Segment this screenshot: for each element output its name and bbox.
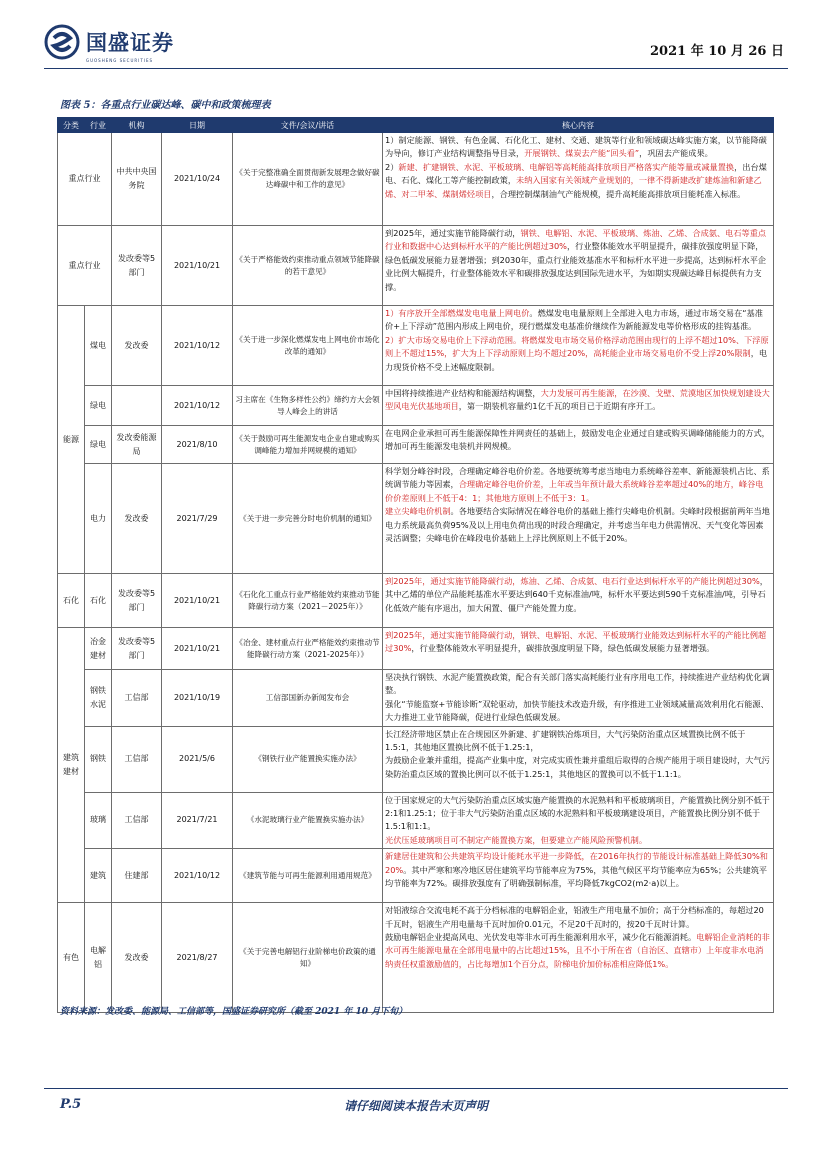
document-cell: 工信部国新办新闻发布会 xyxy=(233,670,383,727)
date-cell: 2021/7/21 xyxy=(162,792,233,849)
content-cell xyxy=(383,426,774,464)
document-cell: 《关于完整准确全面贯彻新发展理念做好碳达峰碳中和工作的意见》 xyxy=(233,133,383,226)
highlight-text: 开展钢铁、煤炭去产能“回头看” xyxy=(524,148,640,159)
content-text: ，行业整体能效水平明显提升，碳排放强度明显下降，绿色低碳发展能力显著增强。 xyxy=(411,643,715,654)
content-text: 。燃煤发电电量原则上全部进入电力市场，通过市场交易在“基准价+上下浮动”范围内形成上网电价，现行燃煤发电基准价继续作为新能源发电等价格形成的挂钩基准。 xyxy=(385,308,763,332)
content-cell xyxy=(383,574,774,628)
org-cell: 工信部 xyxy=(112,670,162,727)
table-row xyxy=(58,849,774,903)
content-text: ，合理控制煤制油气产能规模，提升高耗能高排放项目能耗准入标准。 xyxy=(491,188,746,199)
content-cell xyxy=(383,306,774,386)
industry-cell: 石化 xyxy=(85,574,112,628)
category-cell: 有色 xyxy=(58,903,85,1013)
column-header: 核心内容 xyxy=(383,118,774,133)
content-text: 位于国家规定的大气污染防治重点区域实施产能置换的水泥熟料和平板玻璃项目，产能置换比例分别不低于2:1和1.25:1；位于非大气污染防治重点区域的水泥熟料和平板玻璃建设项目，产能置换比例分别不低于1.5:1和1:1。 xyxy=(385,794,770,832)
industry-cell: 冶金建材 xyxy=(85,628,112,670)
date-cell: 2021/10/21 xyxy=(162,628,233,670)
source-note: 资料来源：发改委、能源局、工信部等，国盛证券研究所（截至 2021 年 10 月下旬） xyxy=(60,1007,408,1017)
date-cell: 2021/10/12 xyxy=(162,849,233,903)
highlight-text: 钢铁、电解铝、水泥、平板玻璃、炼油、乙烯、合成氨、电石等重点行业和数据中心达到标杆水平的产能比例超过30% xyxy=(385,228,767,252)
table-row xyxy=(58,792,774,849)
content-text: 2） xyxy=(385,161,399,172)
content-text: 到2025年，通过实施节能降碳行动， xyxy=(385,228,521,238)
policy-table-wrapper xyxy=(57,117,773,1013)
logo-icon xyxy=(44,24,80,60)
content-cell xyxy=(383,849,774,903)
document-cell: 《水泥玻璃行业产能置换实施办法》 xyxy=(233,792,383,849)
content-cell xyxy=(383,464,774,574)
industry-cell: 电力 xyxy=(85,464,112,574)
industry-cell: 绿电 xyxy=(85,386,112,426)
content-text: 坚决执行钢铁、水泥产能置换政策，配合有关部门落实高耗能行业有序用电工作，持续推进产业结构优化调整。 xyxy=(385,672,770,696)
org-cell: 发改委等5部门 xyxy=(112,226,162,306)
date-cell: 2021/10/21 xyxy=(162,226,233,306)
highlight-text: 2）扩大市场交易电价上下浮动范围。 xyxy=(385,334,522,345)
content-text: 在电网企业承担可再生能源保障性并网责任的基础上，鼓励发电企业通过自建或购买调峰储能能力的方式，增加可再生能源发电装机并网规模。 xyxy=(385,428,770,452)
highlight-text: 新建居住建筑和公共建筑平均设计能耗水平进一步降低，在2016年执行的节能设计标准基础上降低30%和20% xyxy=(385,851,768,875)
category-cell: 石化 xyxy=(58,574,85,628)
org-cell: 住建部 xyxy=(112,849,162,903)
content-cell xyxy=(383,726,774,792)
category-cell: 建筑建材 xyxy=(58,628,85,903)
content-text: ，其中乙烯的单位产品能耗基准水平要达到640千克标准油/吨，标杆水平要达到590千克标准油/吨，引导石化低效产能有序退出，加大闲置、僵尸产能处置力度。 xyxy=(385,576,768,613)
content-text: 中国将持续推进产业结构和能源结构调整， xyxy=(385,388,541,398)
content-text: 强化“节能监察+节能诊断”双轮驱动，加快节能技术改造升级，有序推进工业领域减量高效利用化石能源、大力推进工业节能降碳，促进行业绿色低碳发展。 xyxy=(385,698,769,723)
content-text: ，电力现货价格不受上述幅度限制。 xyxy=(385,348,768,372)
content-text: ，行业整体能效水平明显提升，碳排放强度明显下降，绿色低碳发展能力显著增强；到2030年，重点行业能效基准水平和标杆水平进一步提高，达到标杆水平企业比例大幅提升，行业整体能效水平和碳排放强度达到国际先进水平，为如期实现碳达峰目标提供有力支撑。 xyxy=(385,241,767,292)
industry-cell: 建筑 xyxy=(85,849,112,903)
content-text: 。各地要结合实际情况在峰谷电价的基础上推行尖峰电价机制。尖峰时段根据前两年当地电力系统最高负荷95%及以上用电负荷出现的时段合理确定，并考虑当年电力供需情况、天气变化等因素灵活调整；尖峰电价在峰段电价基础上上浮比例原则上不低于20%。 xyxy=(385,506,770,544)
org-cell: 发改委 xyxy=(112,306,162,386)
content-text: ，第一期装机容量约1亿千瓦的项目已于近期有序开工。 xyxy=(458,401,661,412)
table-row xyxy=(58,306,774,386)
industry-cell: 电解铝 xyxy=(85,903,112,1013)
highlight-text: 将燃煤发电市场交易价格浮动范围由现行的上浮不超过10%、下浮原则上不超过15%，扩大为上下浮动原则上均不超过20%，高耗能企业市场交易电价不受上浮20%限制 xyxy=(385,334,769,359)
figure-title: 图表 5：各重点行业碳达峰、碳中和政策梳理表 xyxy=(60,100,271,111)
date-cell: 2021/10/19 xyxy=(162,670,233,727)
highlight-text: 有序放开全部燃煤发电电量上网电价 xyxy=(398,308,530,318)
content-cell xyxy=(383,628,774,670)
date-cell: 2021/10/12 xyxy=(162,386,233,426)
org-cell: 工信部 xyxy=(112,792,162,849)
document-cell: 《关于进一步深化燃煤发电上网电价市场化改革的通知》 xyxy=(233,306,383,386)
industry-cell: 钢铁水泥 xyxy=(85,670,112,727)
table-row xyxy=(58,464,774,574)
date-cell: 2021/10/24 xyxy=(162,133,233,226)
date-cell: 2021/8/27 xyxy=(162,903,233,1013)
table-row xyxy=(58,903,774,1013)
content-text: 1）制定能源、钢铁、有色金属、石化化工、建材、交通、建筑等行业和领域碳达峰实施方案，以节能降碳为导向，修订产业结构调整指导目录， xyxy=(385,135,767,159)
column-header: 行业 xyxy=(85,118,112,133)
document-cell: 《石化化工重点行业严格能效约束推动节能降碳行动方案（2021－2025年）》 xyxy=(233,574,383,628)
document-cell: 《冶金、建材重点行业严格能效约束推动节能降碳行动方案（2021-2025年）》 xyxy=(233,628,383,670)
category-cell: 重点行业 xyxy=(58,133,112,226)
content-cell xyxy=(383,670,774,727)
document-cell: 习主席在《生物多样性公约》缔约方大会领导人峰会上的讲话 xyxy=(233,386,383,426)
column-header: 机构 xyxy=(112,118,162,133)
table-row xyxy=(58,574,774,628)
highlight-text: 光伏压延玻璃项目可不制定产能置换方案，但要建立产能风险预警机制。 xyxy=(385,834,648,845)
org-cell: 发改委 xyxy=(112,903,162,1013)
highlight-text: 未纳入国家有关领域产业规划的，一律不得新建改扩建炼油和新建乙烯、对二甲苯、煤制烯烃项目 xyxy=(385,175,762,199)
document-cell: 《建筑节能与可再生能源利用通用规范》 xyxy=(233,849,383,903)
content-cell xyxy=(383,903,774,1013)
highlight-text: 新建、扩建钢铁、水泥、平板玻璃、电解铝等高耗能高排放项目严格落实产能等量或减量置换 xyxy=(398,161,735,172)
column-header: 文件/会议/讲话 xyxy=(233,118,383,133)
content-text: 鼓励电解铝企业提高风电、光伏发电等非水可再生能源利用水平，减少化石能源消耗。 xyxy=(385,932,697,943)
table-row xyxy=(58,726,774,792)
document-cell: 《钢铁行业产能置换实施办法》 xyxy=(233,726,383,792)
document-cell: 《关于进一步完善分时电价机制的通知》 xyxy=(233,464,383,574)
table-row xyxy=(58,226,774,306)
org-cell: 发改委等5部门 xyxy=(112,628,162,670)
industry-cell: 玻璃 xyxy=(85,792,112,849)
date-cell: 2021/5/6 xyxy=(162,726,233,792)
document-cell: 《关于完善电解铝行业阶梯电价政策的通知》 xyxy=(233,903,383,1013)
content-cell xyxy=(383,133,774,226)
company-logo xyxy=(44,24,174,60)
column-header: 日期 xyxy=(162,118,233,133)
industry-cell: 绿电 xyxy=(85,426,112,464)
brand-name: 国盛证券 xyxy=(86,30,174,55)
table-row xyxy=(58,670,774,727)
industry-cell: 煤电 xyxy=(85,306,112,386)
industry-cell: 钢铁 xyxy=(85,726,112,792)
category-cell: 重点行业 xyxy=(58,226,112,306)
content-cell xyxy=(383,226,774,306)
column-header: 分类 xyxy=(58,118,85,133)
table-row xyxy=(58,386,774,426)
document-cell: 《关于鼓励可再生能源发电企业自建或购买调峰能力增加并网规模的通知》 xyxy=(233,426,383,464)
highlight-text: 到2025年，通过实施节能降碳行动，钢铁、电解铝、水泥、平板玻璃行业能效达到标杆水平的产能比例超过30% xyxy=(385,630,767,654)
org-cell: 发改委等5部门 xyxy=(112,574,162,628)
date-cell: 2021/8/10 xyxy=(162,426,233,464)
policy-table xyxy=(57,117,774,1013)
table-row xyxy=(58,133,774,226)
brand-subtitle: GUOSHENG SECURITIES xyxy=(86,58,154,63)
date-cell: 2021/7/29 xyxy=(162,464,233,574)
document-cell: 《关于严格能效约束推动重点领域节能降碳的若干意见》 xyxy=(233,226,383,306)
page-footer xyxy=(44,1088,788,1113)
content-text: 科学划分峰谷时段，合理确定峰谷电价价差。各地要统筹考虑当地电力系统峰谷差率、新能源装机占比、系统调节能力等因素， xyxy=(385,466,770,490)
report-date: 2021 年 10 月 26 日 xyxy=(650,44,784,59)
category-cell: 能源 xyxy=(58,306,85,574)
highlight-text: 1） xyxy=(385,308,399,318)
org-cell: 发改委能源局 xyxy=(112,426,162,464)
content-text: ，巩固去产能成果。 xyxy=(639,148,713,159)
table-row xyxy=(58,426,774,464)
table-header-row xyxy=(58,118,774,133)
highlight-text: 到2025年，通过实施节能降碳行动，炼油、乙烯、合成氨、电石行业达到标杆水平的产能比例超过30% xyxy=(385,576,760,586)
highlight-text: 电解铝企业消耗的非水可再生能源电量在全部用电量中的占比超过15%，且不小于所在省（自治区、直辖市）上年度非水电消纳责任权重激励值的，占比每增加1个百分点，阶梯电价加价标准相应降低1%。 xyxy=(385,932,770,969)
org-cell: 发改委 xyxy=(112,464,162,574)
highlight-text: 大力发展可再生能源，在沙漠、戈壁、荒漠地区加快规划建设大型风电光伏基地项目 xyxy=(385,388,770,412)
org-cell: 工信部 xyxy=(112,726,162,792)
page-number: P.5 xyxy=(60,1097,82,1112)
highlight-text: 合理确定峰谷电价价差，上年或当年预计最大系统峰谷差率超过40%的地方，峰谷电价价差原则上不低于4：1；其他地方原则上不低于3：1。 xyxy=(385,479,764,503)
content-cell xyxy=(383,792,774,849)
content-cell xyxy=(383,386,774,426)
content-text: 为鼓励企业兼并重组，提高产业集中度，对完成实质性兼并重组后取得的合规产能用于项目建设时，大气污染防治重点区域的置换比例可以不低于1.25:1，其他地区的置换可以不低于1.1:1。 xyxy=(385,755,770,779)
highlight-text: 建立尖峰电价机制 xyxy=(385,506,451,517)
table-row xyxy=(58,628,774,670)
disclaimer-notice: 请仔细阅读本报告末页声明 xyxy=(343,1099,488,1113)
org-cell: 中共中央国务院 xyxy=(112,133,162,226)
content-text: 长江经济带地区禁止在合规园区外新建、扩建钢铁冶炼项目，大气污染防治重点区域置换比例不低于1.5:1，其他地区置换比例不低于1.25:1， xyxy=(385,728,746,753)
content-text: 对铝液综合交流电耗不高于分档标准的电解铝企业，铝液生产用电量不加价；高于分档标准的，每超过20千瓦时，铝液生产用电量每千瓦时加价0.01元，不足20千瓦时的，按20千瓦时计算。 xyxy=(385,905,764,929)
content-text: 。其中严寒和寒冷地区居住建筑平均节能率应为75%，其他气候区平均节能率应为65%；公共建筑平均节能率为72%。碳排放强度有了明确强制标准，平均降低7kgCO2(m2·a)以上。 xyxy=(385,864,768,889)
org-cell xyxy=(112,386,162,426)
date-cell: 2021/10/21 xyxy=(162,574,233,628)
page-header xyxy=(44,24,788,69)
date-cell: 2021/10/12 xyxy=(162,306,233,386)
content-text: ，出台煤电、石化、煤化工等产能控制政策， xyxy=(385,161,767,186)
